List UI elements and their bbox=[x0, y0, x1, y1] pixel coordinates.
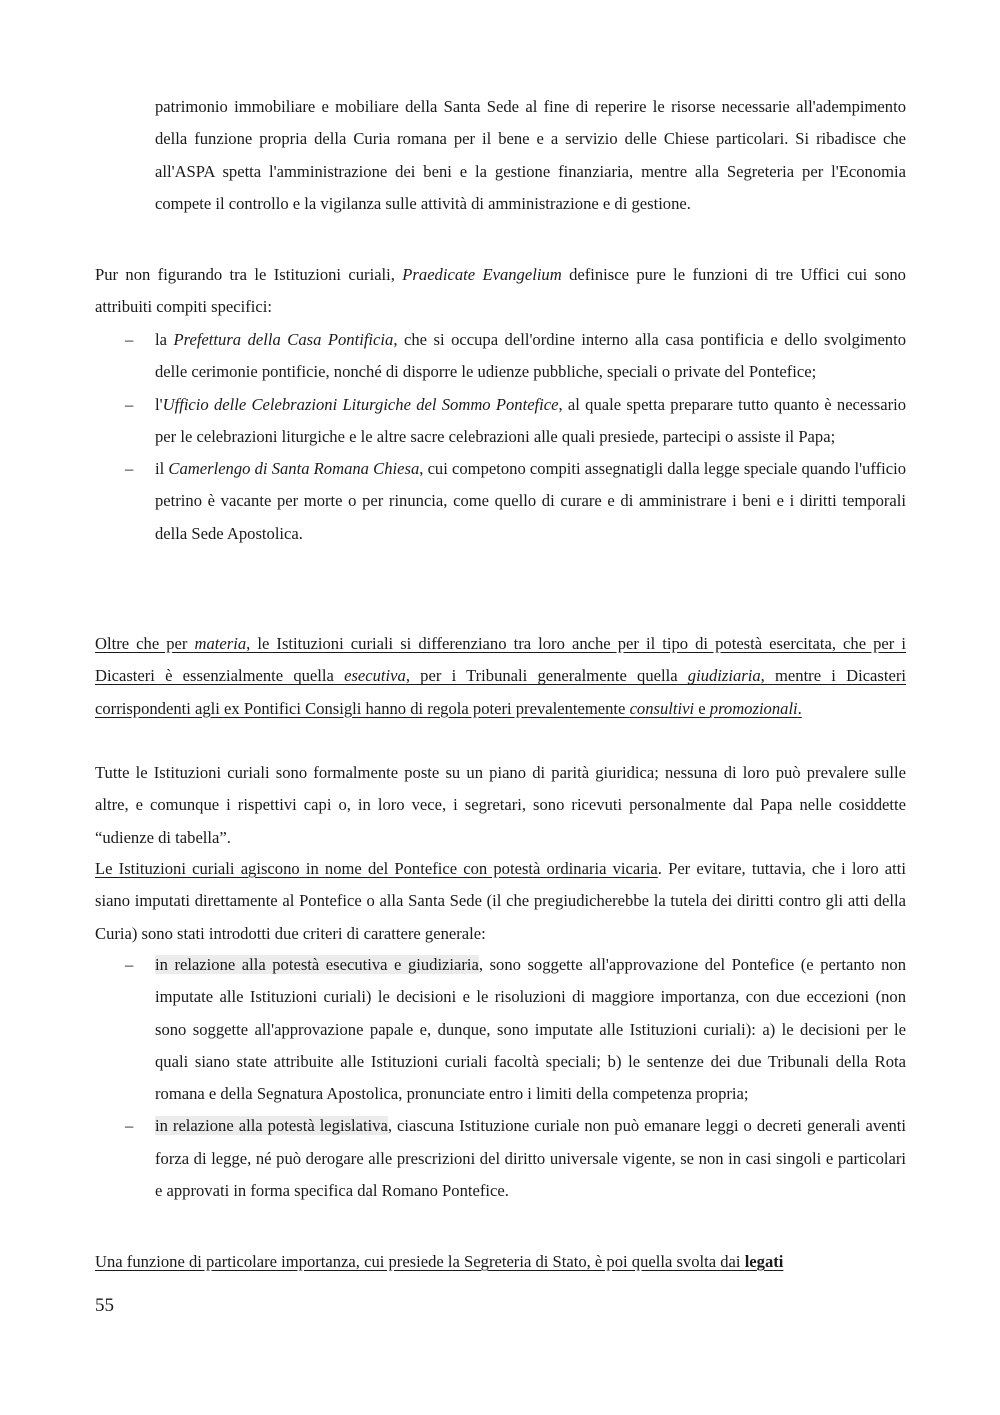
italic-term: consultivi bbox=[629, 698, 695, 718]
underlined-statement: Le Istituzioni curiali agiscono in nome del Pontefice con potestà ordinaria vicaria bbox=[95, 859, 658, 878]
list-item bbox=[95, 324, 906, 389]
list-item bbox=[95, 949, 906, 1110]
paragraph-uffici-intro bbox=[95, 259, 906, 324]
text-run: definisce pure le funzioni di tre Uffici cui sono attribuiti compiti specifici: bbox=[95, 265, 906, 317]
list-item bbox=[95, 389, 906, 454]
text-run: , che si occupa dell'ordine interno alla casa pontificia e dello svolgimento delle cerimonie pontificie, nonché di disporre le udienze pubbliche, speciali o private del Pontefice; bbox=[155, 330, 907, 382]
italic-office-name: Prefettura della Casa Pontificia bbox=[173, 330, 394, 349]
text-run: il bbox=[155, 459, 169, 479]
highlighted-phrase: in relazione alla potestà legislativa bbox=[155, 1116, 388, 1136]
text-run: . bbox=[797, 698, 802, 718]
list-item bbox=[95, 1110, 906, 1207]
italic-term: giudiziaria bbox=[687, 666, 761, 686]
paragraph-aspa bbox=[155, 91, 906, 220]
text-run: Oltre che per bbox=[95, 634, 195, 653]
dash-bullet: – bbox=[125, 1116, 134, 1136]
italic-term: materia bbox=[194, 634, 247, 653]
text-run: e bbox=[694, 698, 710, 718]
uffici-list bbox=[95, 324, 906, 550]
bold-term: legati bbox=[744, 1252, 784, 1271]
text-run: Una funzione di particolare importanza, cui presiede la Segreteria di Stato, è poi quella svolta dai bbox=[95, 1252, 745, 1271]
dash-bullet: – bbox=[125, 330, 134, 349]
dash-bullet: – bbox=[125, 459, 134, 479]
text-run: , per i Tribunali generalmente quella bbox=[405, 666, 688, 686]
paragraph-potesta bbox=[95, 628, 906, 725]
italic-office-name: Camerlengo di Santa Romana Chiesa bbox=[168, 459, 420, 479]
italic-title: Praedicate Evangelium bbox=[402, 265, 562, 284]
italic-term: esecutiva bbox=[344, 666, 406, 686]
text-run: , ciascuna Istituzione curiale non può emanare leggi o decreti generali aventi forza di legge, né può derogare alle prescrizioni del diritto universale vigente, se non in casi singoli e particolari e approvati in forma specifica dal Romano Pontefice. bbox=[155, 1116, 906, 1201]
italic-term: promozionali bbox=[709, 698, 798, 718]
text-run: , al quale spetta preparare tutto quanto è necessario per le celebrazioni liturgiche e le altre sacre celebrazioni alle quali presiede, partecipi o assiste il Papa; bbox=[155, 394, 907, 446]
page-number: 55 bbox=[95, 1295, 114, 1316]
paragraph-parita bbox=[95, 757, 906, 854]
paragraph-aspa-text: patrimonio immobiliare e mobiliare della Santa Sede al fine di reperire le risorse necessarie all'adempimento della funzione propria della Curia romana per il bene e a servizio delle Chiese particolari. Si ribadisce che all'ASPA spetta l'amministrazione dei beni e la gestione finanziaria, mentre alla Segreteria per l'Economia compete il controllo e la vigilanza sulle attività di amministrazione e di gestione. bbox=[155, 97, 906, 213]
paragraph-vicaria bbox=[95, 853, 906, 950]
italic-office-name: Ufficio delle Celebrazioni Liturgiche del Sommo Pontefice bbox=[162, 394, 559, 414]
text-run: la bbox=[155, 330, 174, 349]
text-run: , le Istituzioni curiali si differenziano tra loro anche per il tipo di potestà esercitata, che per i Dicasteri è essenzialmente quella bbox=[95, 634, 907, 686]
dash-bullet: – bbox=[125, 394, 134, 414]
list-item bbox=[95, 453, 906, 550]
paragraph-parita-text: Tutte le Istituzioni curiali sono formalmente poste su un piano di parità giuridica; nessuna di loro può prevalere sulle altre, e comunque i rispettivi capi o, in loro vece, i segretari, sono ricevuti personalmente dal Papa nelle cosiddette “udienze di tabella”. bbox=[95, 763, 906, 847]
text-run: l' bbox=[155, 394, 163, 414]
criteri-list bbox=[95, 949, 906, 1207]
dash-bullet: – bbox=[125, 955, 134, 974]
text-run: , cui competono compiti assegnatigli dalla legge speciale quando l'ufficio petrino è vacante per morte o per rinuncia, come quello di curare e di amministrare i beni e i diritti temporali della Sede Apostolica. bbox=[155, 459, 906, 543]
text-run: Pur non figurando tra le Istituzioni curiali, bbox=[95, 265, 403, 284]
paragraph-legati bbox=[95, 1246, 906, 1278]
highlighted-phrase: in relazione alla potestà esecutiva e giudiziaria bbox=[155, 955, 479, 974]
text-run: , sono soggette all'approvazione del Pontefice (e pertanto non imputate alle Istituzioni curiali) le decisioni e le risoluzioni di maggiore importanza, con due eccezioni (non sono soggette all'approvazione papale e, dunque, sono imputate alle Istituzioni curiali): a) le decisioni per le quali siano state attribuite alle Istituzioni curiali facoltà speciali; b) le sentenze dei due Tribunali della Rota romana e della Segnatura Apostolica, pronunciate entro i limiti della competenza propria; bbox=[155, 955, 906, 1104]
text-run: , mentre i Dicasteri corrispondenti agli ex Pontifici Consigli hanno di regola poteri prevalentemente bbox=[95, 666, 906, 718]
text-run: . Per evitare, tuttavia, che i loro atti siano imputati direttamente al Pontefice o alla Santa Sede (il che pregiudicherebbe la tutela dei diritti contro gli atti della Curia) sono stati introdotti due criteri di carattere generale: bbox=[95, 859, 907, 943]
